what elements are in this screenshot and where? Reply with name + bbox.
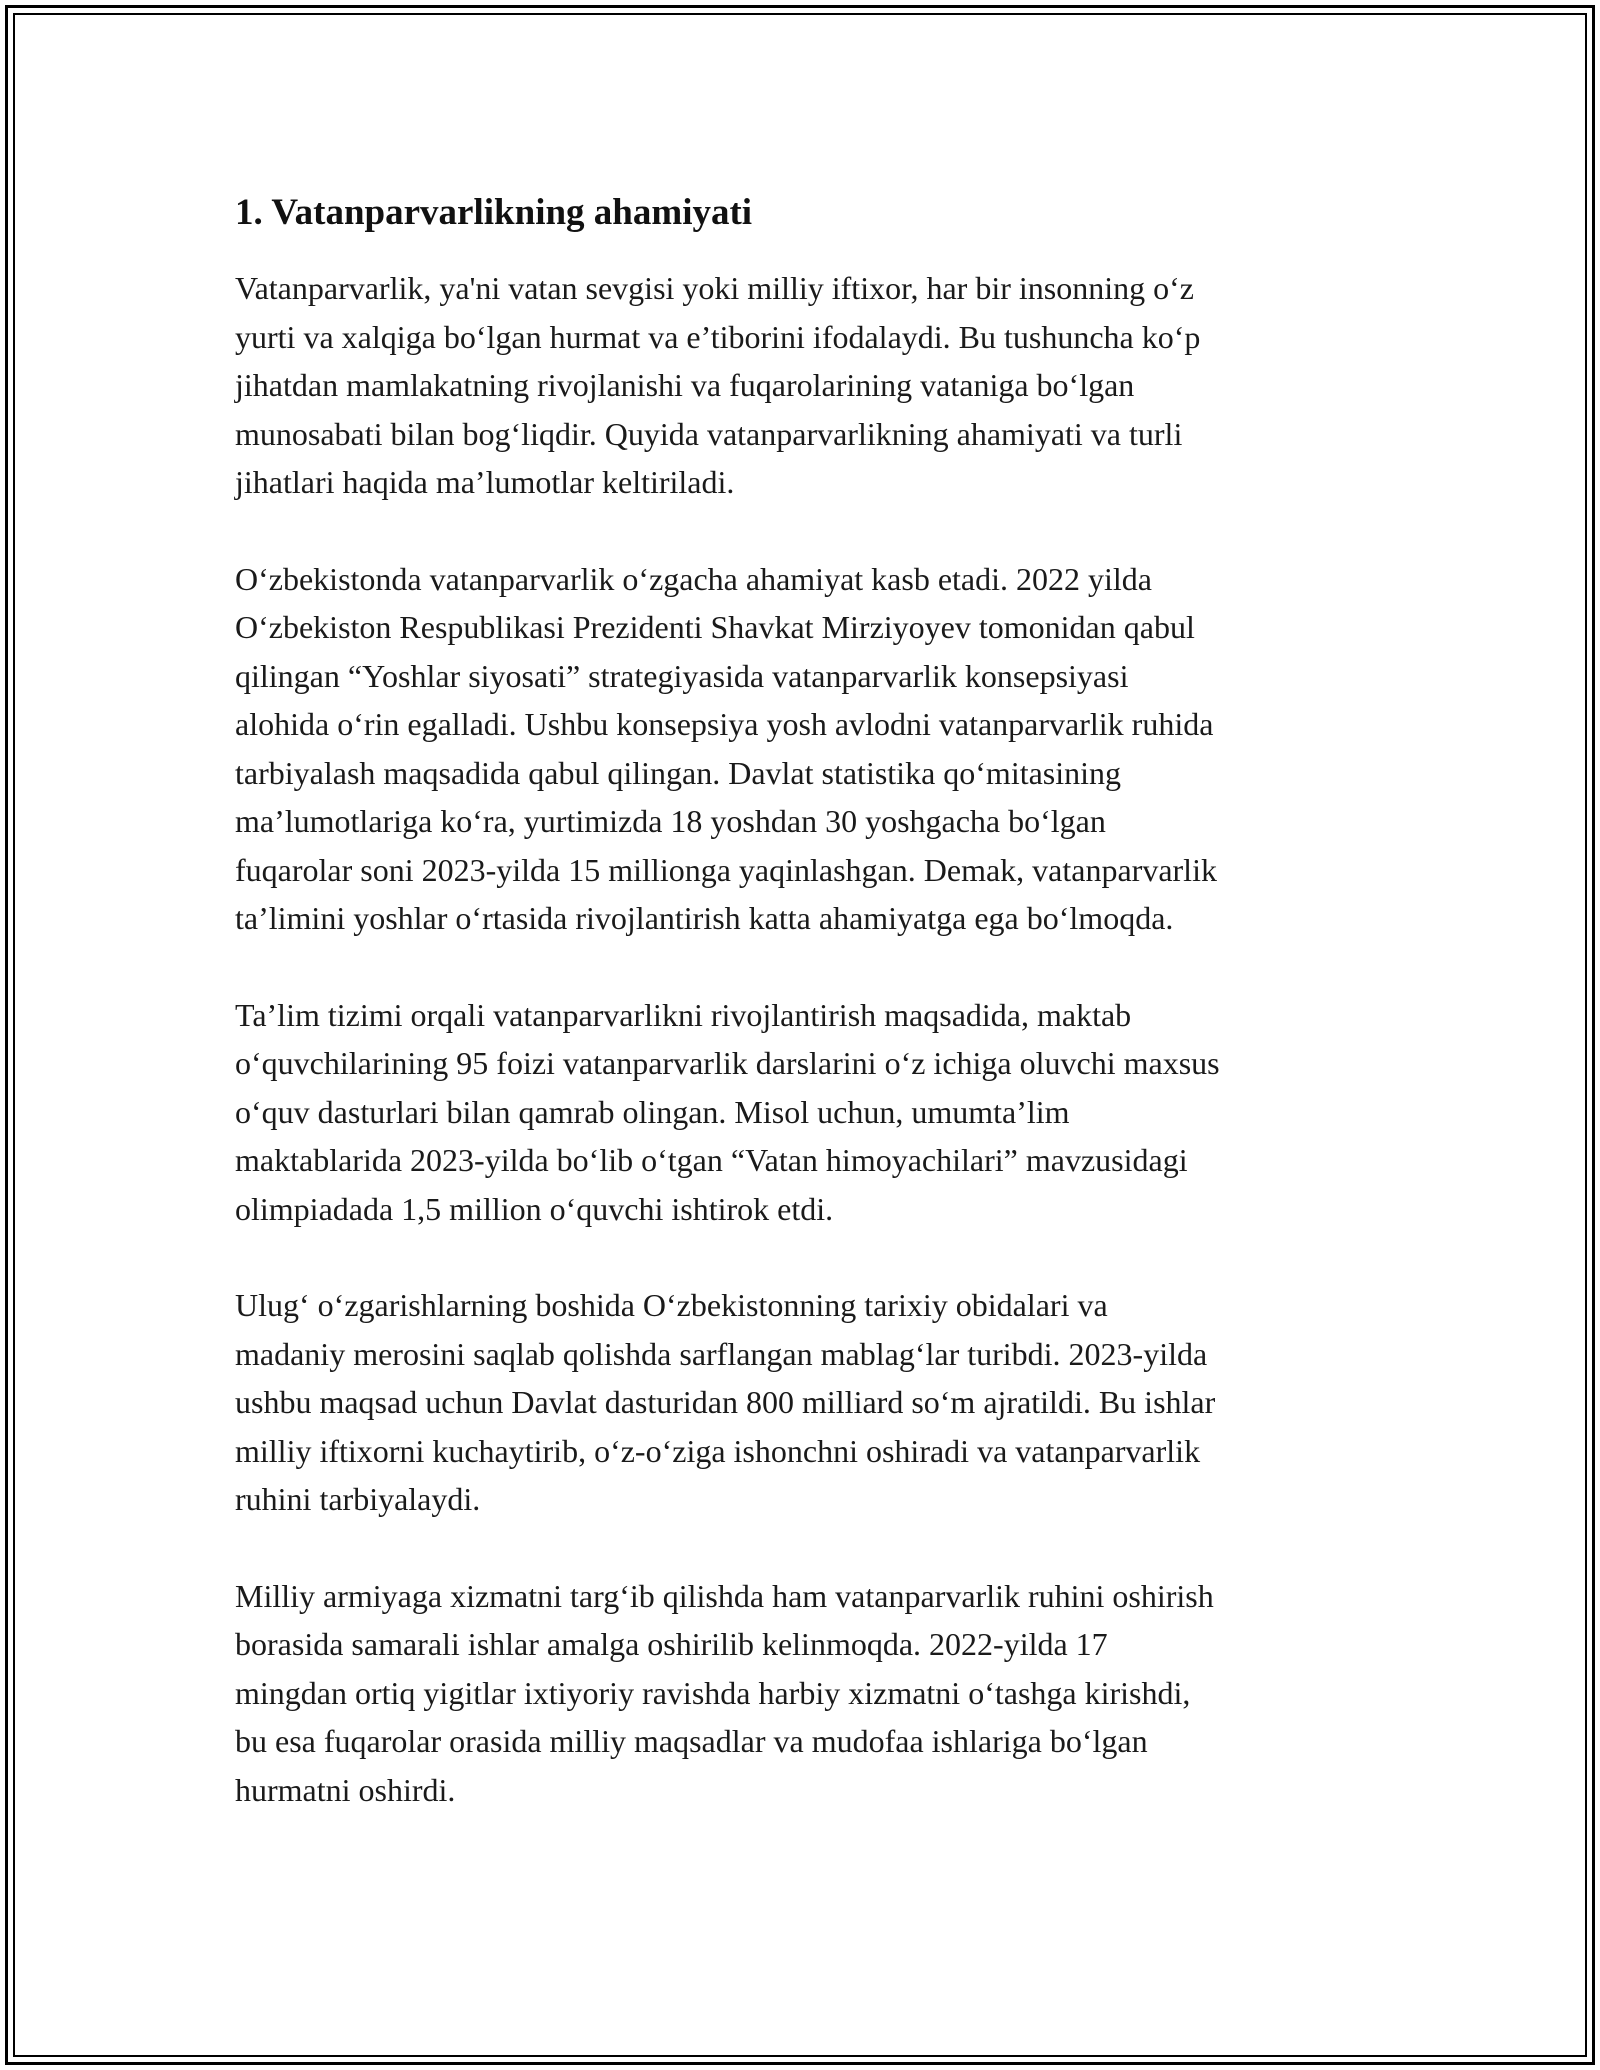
text-line: munosabati bilan bog‘liqdir. Quyida vatanparvarlikning ahamiyati va turli bbox=[235, 415, 1183, 452]
text-line: Ta’lim tizimi orqali vatanparvarlikni rivojlantirish maqsadida, maktab bbox=[235, 996, 1132, 1033]
text-line: Ulug‘ o‘zgarishlarning boshida O‘zbekistonning tarixiy obidalari va bbox=[235, 1287, 1108, 1323]
text-line: Milliy armiyaga xizmatni targ‘ib qilishda ham vatanparvarlik ruhini oshirish bbox=[235, 1577, 1214, 1614]
text-line: madaniy merosini saqlab qolishda sarflangan mablag‘lar turibdi. 2023-yilda bbox=[235, 1335, 1208, 1372]
section-heading: 1. Vatanparvarlikning ahamiyati bbox=[235, 192, 753, 233]
text-line: Vatanparvarlik, ya'ni vatan sevgisi yoki milliy iftixor, har bir insonning o‘z bbox=[235, 270, 1194, 306]
paragraph-education bbox=[235, 991, 1375, 1234]
text-line: O‘zbekiston Respublikasi Prezidenti Shavkat Mirziyoyev tomonidan qabul bbox=[235, 609, 1195, 645]
text-line: maktablarida 2023-yilda bo‘lib o‘tgan “Vatan himoyachilari” mavzusidagi bbox=[235, 1142, 1188, 1178]
paragraph-intro bbox=[235, 264, 1375, 507]
text-line: o‘quvchilarining 95 foizi vatanparvarlik darslarini o‘z ichiga oluvchi maxsus bbox=[235, 1045, 1220, 1081]
text-line: olimpiadada 1,5 million o‘quvchi ishtirok etdi. bbox=[235, 1190, 834, 1227]
text-line: ushbu maqsad uchun Davlat dasturidan 800 milliard so‘m ajratildi. Bu ishlar bbox=[235, 1384, 1216, 1420]
text-line: ma’lumotlariga ko‘ra, yurtimizda 18 yoshdan 30 yoshgacha bo‘lgan bbox=[235, 803, 1106, 839]
text-line: milliy iftixorni kuchaytirib, o‘z-o‘ziga ishonchni oshiradi va vatanparvarlik bbox=[235, 1432, 1201, 1469]
text-line: hurmatni oshirdi. bbox=[235, 1771, 456, 1808]
text-line: ta’limini yoshlar o‘rtasida rivojlantirish katta ahamiyatga ega bo‘lmoqda. bbox=[235, 900, 1174, 936]
text-line: yurti va xalqiga bo‘lgan hurmat va e’tiborini ifodalaydi. Bu tushuncha ko‘p bbox=[235, 318, 1201, 355]
text-line: bu esa fuqarolar orasida milliy maqsadlar va mudofaa ishlariga bo‘lgan bbox=[235, 1723, 1148, 1759]
text-line: jihatlari haqida ma’lumotlar keltiriladi. bbox=[235, 464, 735, 500]
text-line: borasida samarali ishlar amalga oshirilib kelinmoqda. 2022-yilda 17 bbox=[235, 1626, 1108, 1662]
text-line: tarbiyalash maqsadida qabul qilingan. Davlat statistika qo‘mitasining bbox=[235, 754, 1122, 791]
paragraph-youth-policy bbox=[235, 555, 1375, 943]
text-line: O‘zbekistonda vatanparvarlik o‘zgacha ahamiyat kasb etadi. 2022 yilda bbox=[235, 560, 1152, 597]
text-line: alohida o‘rin egalladi. Ushbu konsepsiya yosh avlodni vatanparvarlik ruhida bbox=[235, 706, 1214, 742]
text-line: fuqarolar soni 2023-yilda 15 millionga yaqinlashgan. Demak, vatanparvarlik bbox=[235, 851, 1217, 888]
text-line: ruhini tarbiyalaydi. bbox=[235, 1481, 481, 1517]
paragraph-heritage bbox=[235, 1281, 1375, 1524]
text-line: o‘quv dasturlari bilan qamrab olingan. Misol uchun, umumta’lim bbox=[235, 1093, 1070, 1130]
paragraph-army bbox=[235, 1572, 1375, 1815]
text-line: mingdan ortiq yigitlar ixtiyoriy ravishda harbiy xizmatni o‘tashga kirishdi, bbox=[235, 1674, 1191, 1711]
text-line: jihatdan mamlakatning rivojlanishi va fuqarolarining vataniga bo‘lgan bbox=[235, 367, 1135, 403]
document-body bbox=[235, 188, 1375, 1862]
text-line: qilingan “Yoshlar siyosati” strategiyasida vatanparvarlik konsepsiyasi bbox=[235, 657, 1129, 694]
